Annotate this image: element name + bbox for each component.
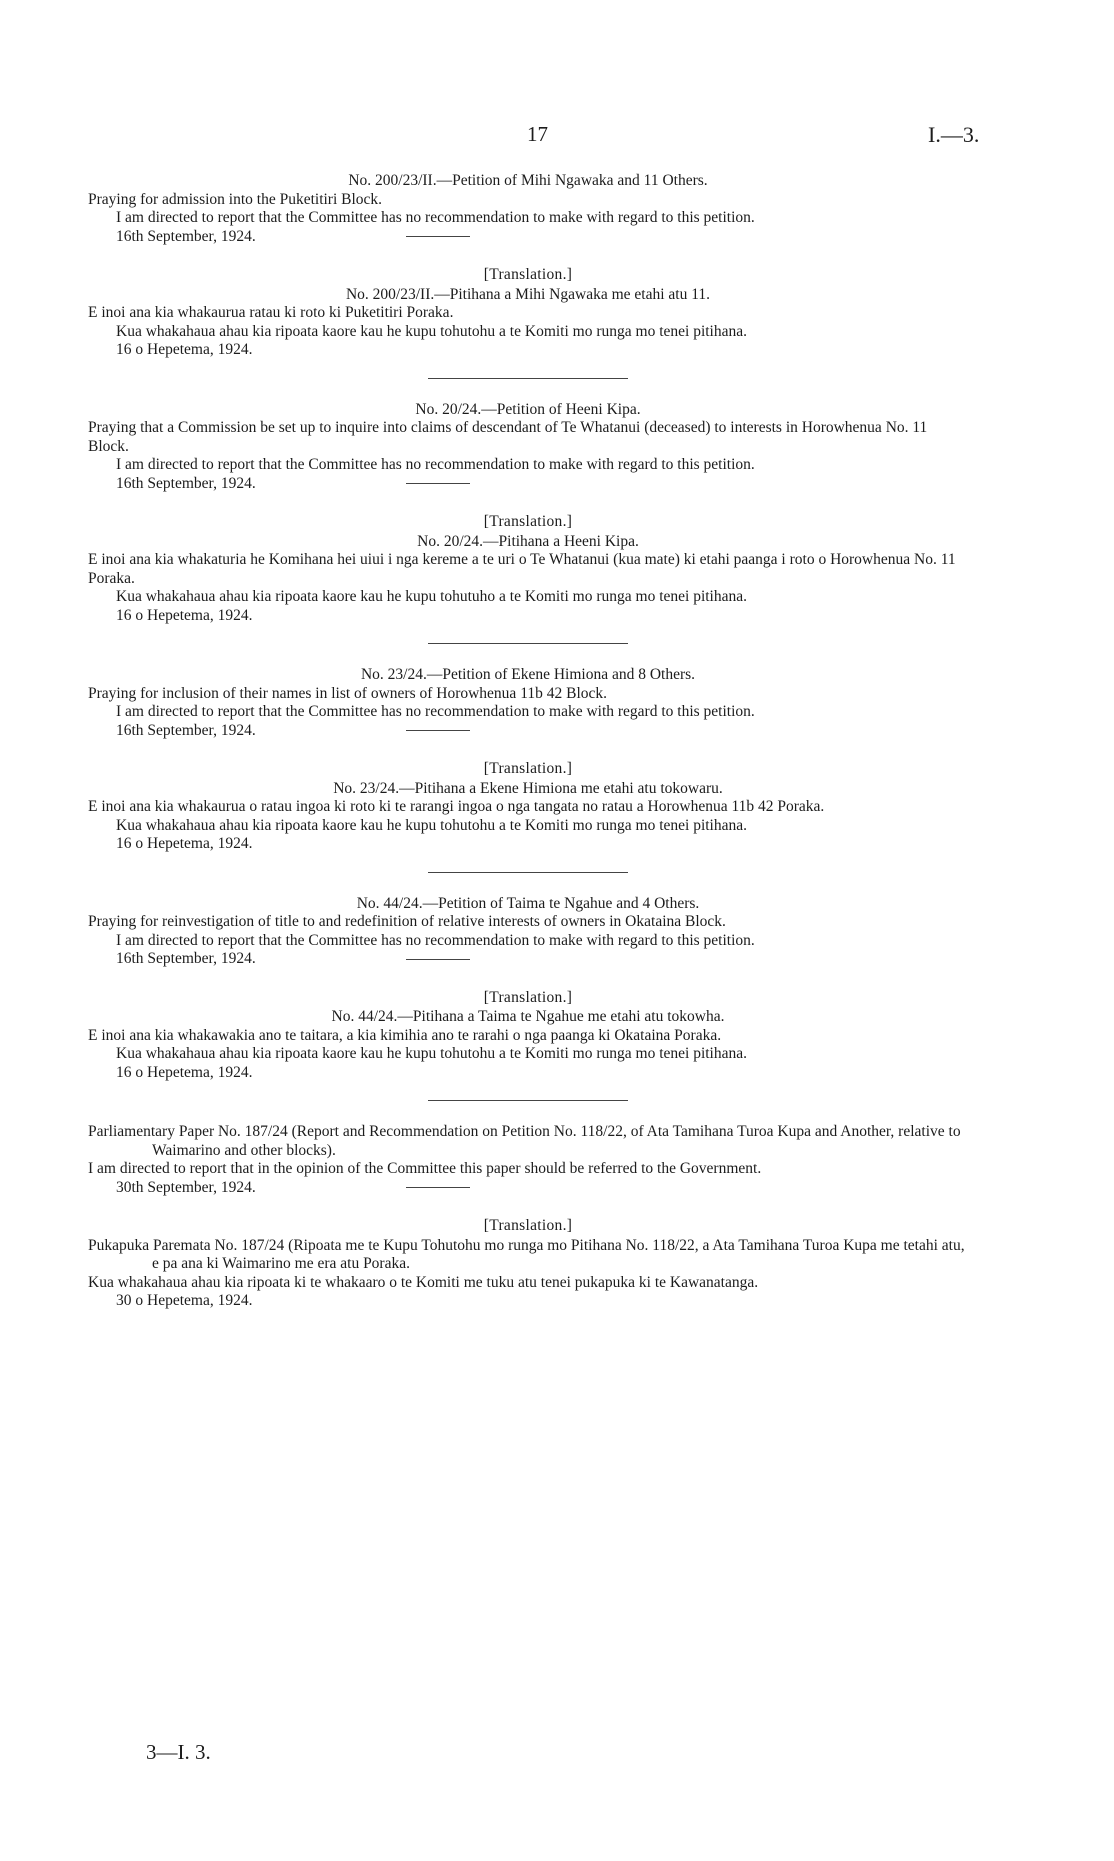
section-divider [428,872,628,873]
translation-date: 16 o Hepetema, 1924. [116,606,253,624]
translation-title: No. 44/24.—Pitihana a Taima te Ngahue me etahi atu tokowha. [331,1008,725,1025]
translation-date: 16 o Hepetema, 1924. [116,1063,253,1081]
translation-title: Pukapuka Paremata No. 187/24 (Ripoata me te Kupu Tohutohu mo runga mo Pitihana No. 118/22, a Ata Tamihana Turoa Kupa me tetahi atu, e pa ana ki Waimarino me era atu Poraka. [88,1236,965,1272]
translation-praying: E inoi ana kia whakaurua o ratau ingoa ki roto ki te rarangi ingoa o nga tangata no ratau a Horowhenua 11b 42 Poraka. [88,798,825,815]
committee-report: I am directed to report that the Committee has no recommendation to make with regard to this petition. [116,456,755,473]
short-rule [406,959,470,960]
paper-title: Parliamentary Paper No. 187/24 (Report and Recommendation on Petition No. 118/22, of Ata Tamihana Turoa Kupa and Another, relative to Waimarino and other blocks). [88,1123,961,1159]
translation-date: 30 o Hepetema, 1924. [116,1292,253,1309]
translation-title: No. 23/24.—Pitihana a Ekene Himiona me etahi atu tokowaru. [333,779,723,797]
section-divider [428,1100,628,1101]
report-date: 16th September, 1924. [116,721,256,739]
petition-entry [88,895,968,1102]
petition-entry [88,172,968,379]
report-date: 16th September, 1924. [116,950,256,967]
committee-report: I am directed to report that the Committee has no recommendation to make with regard to this petition. [116,931,755,949]
petition-praying: Praying for reinvestigation of title to and redefinition of relative interests of owners in Okataina Block. [88,913,726,930]
parliamentary-paper-entry [88,1123,968,1311]
petition-title: No. 20/24.—Petition of Heeni Kipa. [415,400,641,418]
translation-report: Kua whakahaua ahau kia ripoata kaore kau he kupu tohutohu a te Komiti mo runga mo tenei pitihana. [116,322,747,340]
report-date: 16th September, 1924. [116,227,256,245]
petition-praying: Praying for inclusion of their names in list of owners of Horowhenua 11b 42 Block. [88,684,608,702]
petitions-report [88,172,968,1311]
petition-title: No. 44/24.—Petition of Taima te Ngahue and 4 Others. [356,894,700,912]
translation-title: No. 20/24.—Pitihana a Heeni Kipa. [417,532,639,550]
translation-praying: E inoi ana kia whakaturia he Komihana hei uiui i nga kereme a te uri o Te Whatanui (kua mate) ki etahi paanga i roto o Horowhenua No. 11 Poraka. [88,551,956,587]
translation-heading: [Translation.] [483,266,573,283]
translation-date: 16 o Hepetema, 1924. [116,341,253,358]
section-divider [428,378,628,379]
short-rule [406,236,470,237]
committee-report: I am directed to report that the Committee has no recommendation to make with regard to this petition. [116,209,755,226]
translation-title: No. 200/23/II.—Pitihana a Mihi Ngawaka me etahi atu 11. [345,285,711,303]
committee-report: I am directed to report that the Committee has no recommendation to make with regard to this petition. [116,703,755,720]
petition-praying: Praying that a Commission be set up to inquire into claims of descendant of Te Whatanui (deceased) to interests in Horowhenua No. 11 Block. [88,419,928,455]
petition-entry [88,401,968,645]
translation-report: Kua whakahaua ahau kia ripoata kaore kau he kupu tohutuho a te Komiti mo runga mo tenei pitihana. [116,588,747,605]
translation-report: Kua whakahaua ahau kia ripoata kaore kau he kupu tohutohu a te Komiti mo runga mo tenei pitihana. [116,1045,747,1062]
short-rule [406,1187,470,1188]
translation-date: 16 o Hepetema, 1924. [116,835,253,852]
short-rule [406,730,470,731]
translation-report: Kua whakahaua ahau kia ripoata kaore kau he kupu tohutohu a te Komiti mo runga mo tenei pitihana. [116,816,747,834]
translation-praying: E inoi ana kia whakawakia ano te taitara, a kia kimihia ano te rarahi o nga paanga ki Okataina Poraka. [88,1026,722,1044]
translation-report: Kua whakahaua ahau kia ripoata ki te whakaaro o te Komiti me tuku atu tenei pukapuka ki te Kawanatanga. [88,1273,759,1291]
translation-praying: E inoi ana kia whakaurua ratau ki roto ki Puketitiri Poraka. [88,304,454,321]
signature-mark: 3—I. 3. [146,1740,211,1764]
short-rule [406,483,470,484]
section-divider [428,643,628,644]
page-number: 17 [527,122,548,146]
petition-praying: Praying for admission into the Puketitiri Block. [88,190,383,208]
translation-heading: [Translation.] [483,988,573,1006]
paper-reference: I.—3. [928,122,980,147]
translation-heading: [Translation.] [483,513,573,530]
report-date: 30th September, 1924. [116,1178,256,1196]
petition-entry [88,666,968,873]
paper-report: I am directed to report that in the opinion of the Committee this paper should be referred to the Government. [88,1160,762,1177]
translation-heading: [Translation.] [483,760,573,777]
translation-heading: [Translation.] [483,1217,573,1234]
petition-title: No. 23/24.—Petition of Ekene Himiona and 8 Others. [360,666,696,683]
report-date: 16th September, 1924. [116,474,256,492]
petition-title: No. 200/23/II.—Petition of Mihi Ngawaka and 11 Others. [348,172,708,189]
